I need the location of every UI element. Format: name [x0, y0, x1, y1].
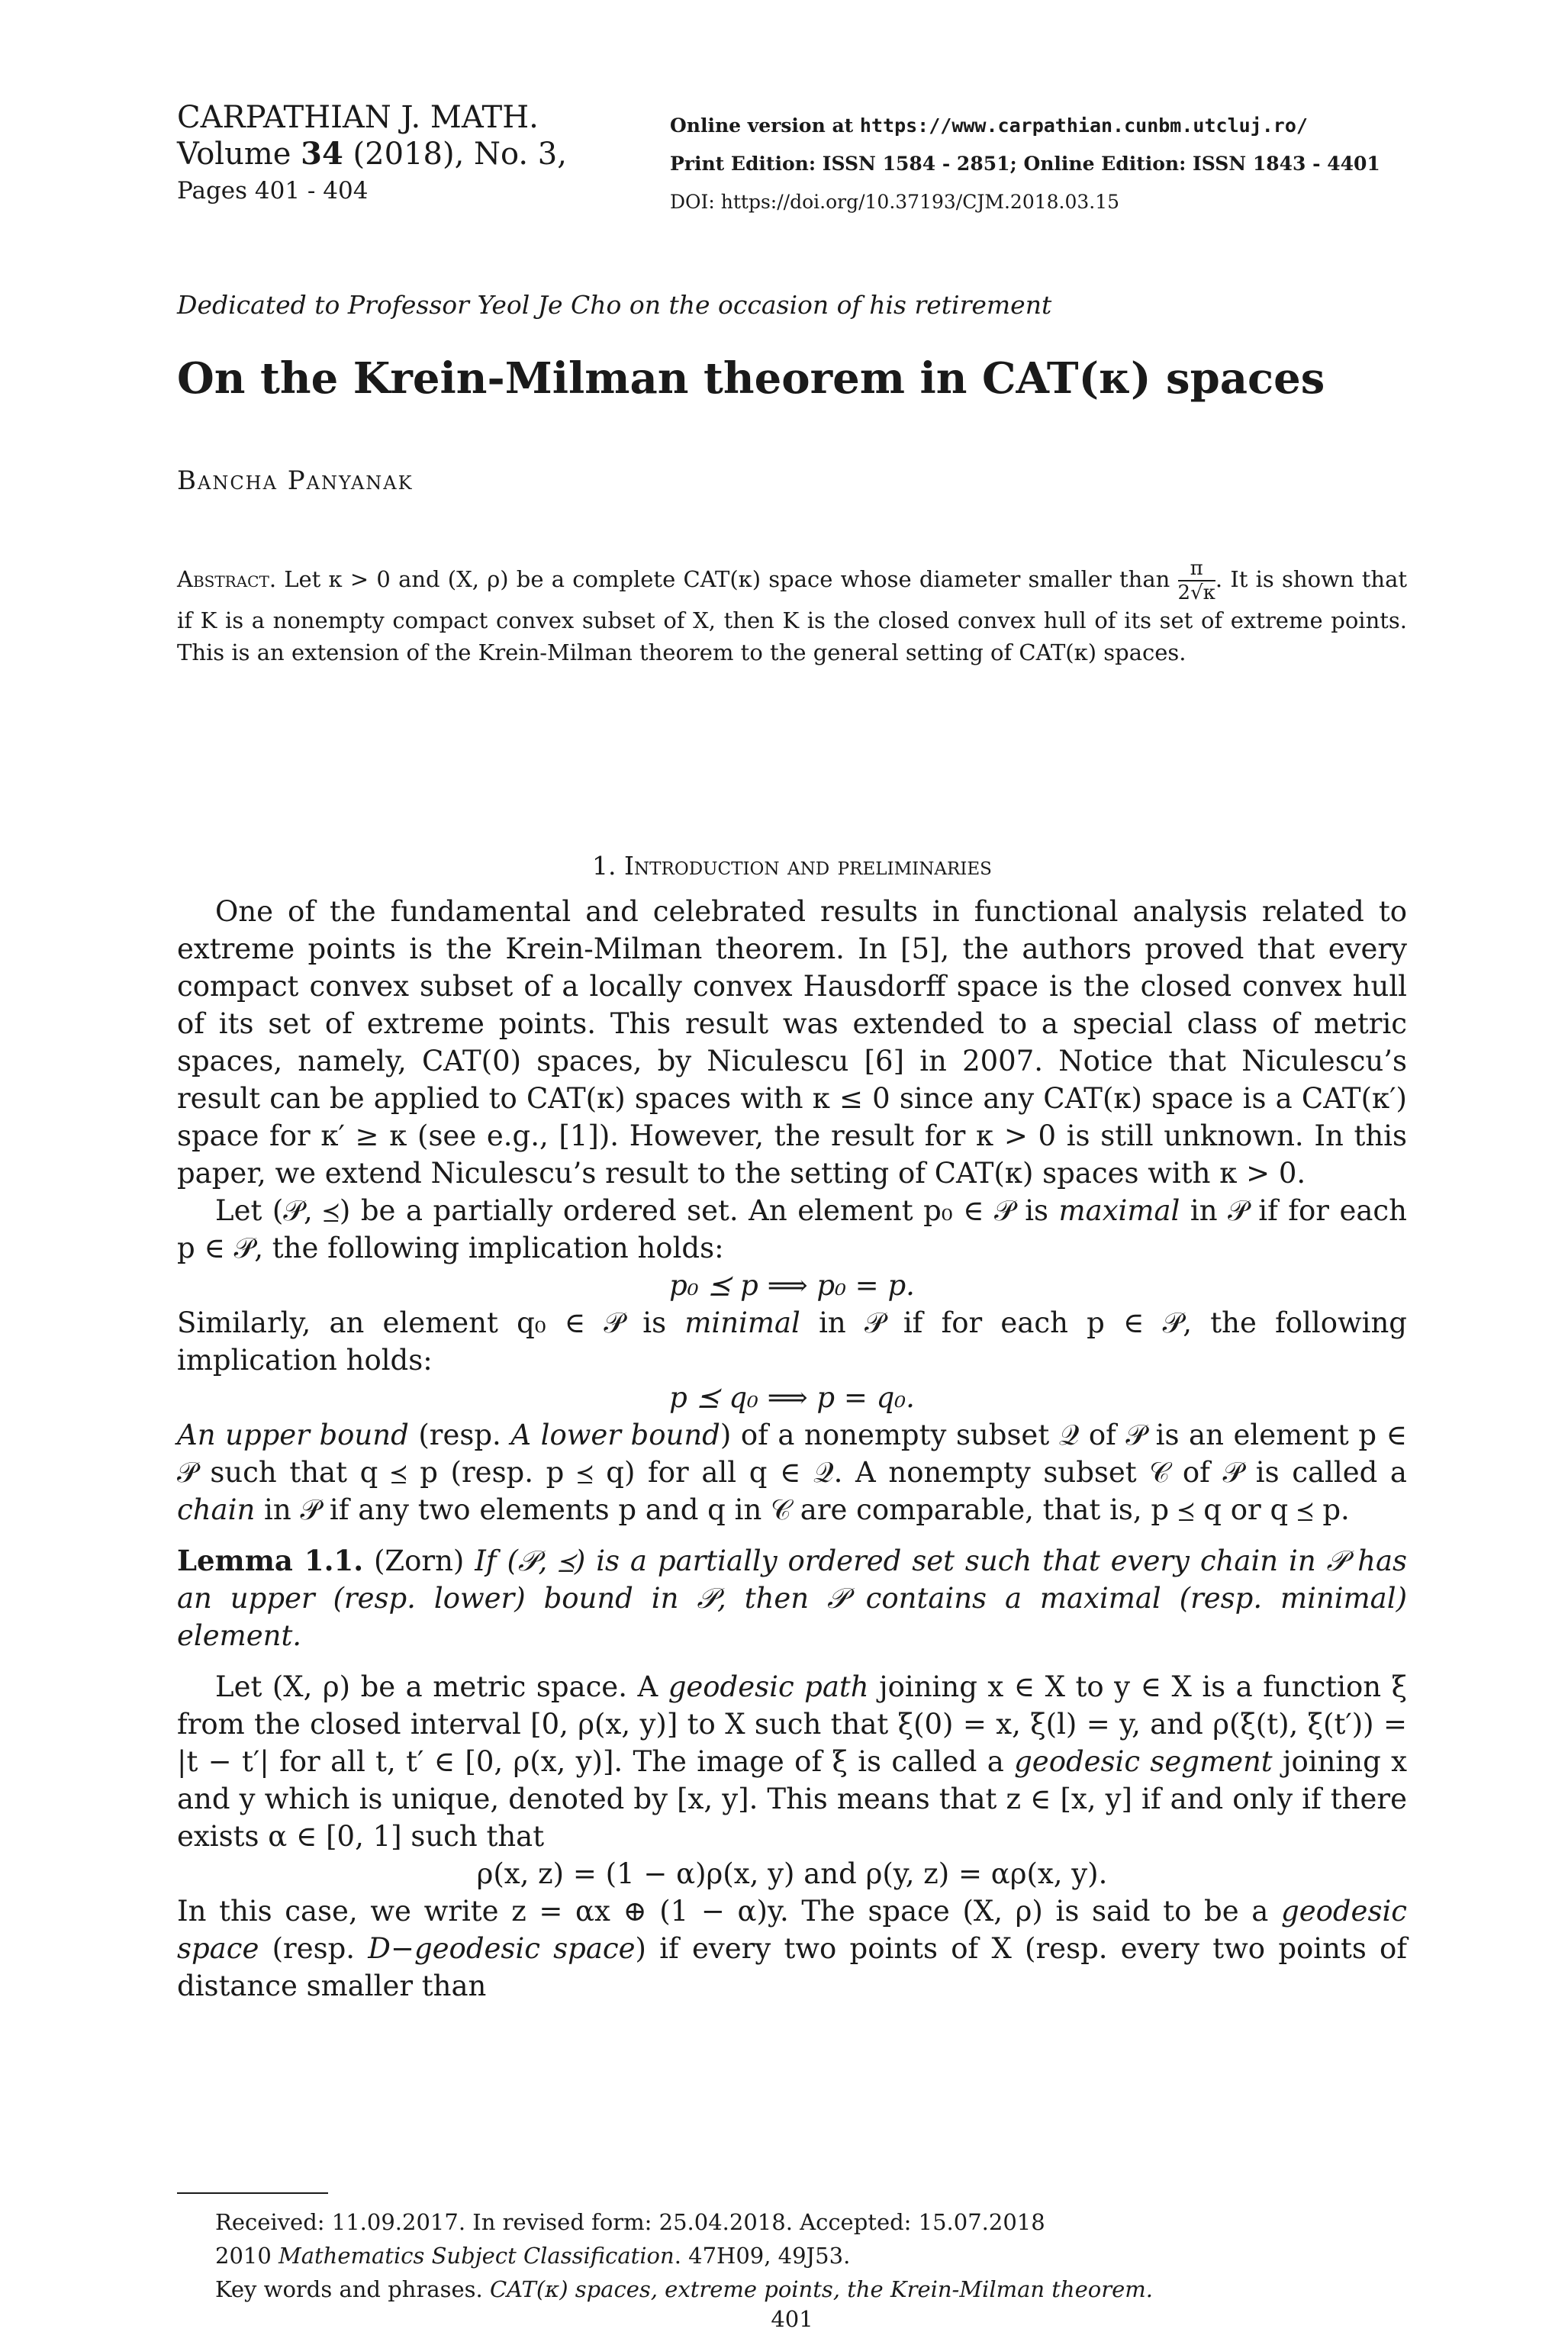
doi-line[interactable]: DOI: https://doi.org/10.37193/CJM.2018.03.15	[670, 191, 1120, 213]
paragraph-geodesic: Let (X, ρ) be a metric space. A geodesic path joining x ∈ X to y ∈ X is a function ξ from the closed interval [0, ρ(x, y)] to X such that ξ(0) = x, ξ(l) = y, and ρ(ξ(t), ξ(t′)) = |t − t′| for all t, t′ ∈ [0, ρ(x, y)]. The image of ξ is called a geodesic segment joining x and y which is unique, denoted by [x, y]. This means that z ∈ [x, y] if and only if there exists α ∈ [0, 1] such that	[177, 1670, 1407, 1853]
section-heading: 1. Introduction and preliminaries	[592, 851, 992, 881]
footnotes	[215, 2205, 1153, 2306]
paragraph-intro: One of the fundamental and celebrated results in functional analysis related to extreme points is the Krein-Milman theorem. In [5], the authors proved that every compact convex subset of a locally convex Hausdorff space is the closed convex hull of its set of extreme points. This result was extended to a special class of metric spaces, namely, CAT(0) spaces, by Niculescu [6] in 2007. Notice that Niculescu’s result can be applied to CAT(κ) spaces with κ ≤ 0 since any CAT(κ) space is a CAT(κ′) space for κ′ ≥ κ (see e.g., [1]). However, the result for κ > 0 is still unknown. In this paper, we extend Niculescu’s result to the setting of CAT(κ) spaces with κ > 0.	[177, 895, 1407, 1190]
abstract-label: Abstract.	[177, 566, 277, 592]
online-version: Online version at https://www.carpathian.cunbm.utcluj.ro/	[670, 114, 1308, 137]
page-number: 401	[771, 2306, 813, 2332]
footnote-divider	[177, 2192, 328, 2194]
body-text	[177, 893, 1407, 2005]
journal-info	[177, 99, 567, 209]
author-name: Bancha Panyanak	[177, 465, 414, 496]
equation-minimal: p ⪯ q₀ ⟹ p = q₀.	[669, 1381, 915, 1414]
paragraph-maximal: Let (𝒫, ⪯) be a partially ordered set. An element p₀ ∈ 𝒫 is maximal in 𝒫 if for each p ∈ 𝒫, the following implication holds:	[177, 1194, 1407, 1264]
equation-geodesic: ρ(x, z) = (1 − α)ρ(x, y) and ρ(y, z) = αρ(x, y).	[476, 1857, 1108, 1890]
keywords: Key words and phrases. CAT(κ) spaces, extreme points, the Krein-Milman theorem.	[215, 2276, 1153, 2302]
journal-url-link[interactable]: https://www.carpathian.cunbm.utcluj.ro/	[859, 114, 1308, 137]
equation-maximal: p₀ ⪯ p ⟹ p₀ = p.	[669, 1269, 915, 1302]
lemma-zorn: Lemma 1.1. (Zorn) If (𝒫, ⪯) is a partially ordered set such that every chain in 𝒫 has an upper (resp. lower) bound in 𝒫, then 𝒫 contains a maximal (resp. minimal) element.	[177, 1544, 1407, 1652]
issn-line: Print Edition: ISSN 1584 - 2851; Online Edition: ISSN 1843 - 4401	[670, 153, 1380, 175]
paragraph-bounds: An upper bound (resp. A lower bound) of a nonempty subset 𝒬 of 𝒫 is an element p ∈ 𝒫 such that q ⪯ p (resp. p ⪯ q) for all q ∈ 𝒬. A nonempty subset 𝒞 of 𝒫 is called a chain in 𝒫 if any two elements p and q in 𝒞 are comparable, that is, p ⪯ q or q ⪯ p.	[177, 1419, 1407, 1526]
journal-name: CARPATHIAN J. MATH.	[177, 100, 539, 135]
abstract-fraction: $\frac{\pi}{2√\kappa}$	[1177, 557, 1215, 604]
journal-pages: Pages 401 - 404	[177, 177, 369, 205]
paper-page	[177, 99, 1408, 2332]
paper-title: On the Krein-Milman theorem in CAT(κ) spaces	[177, 353, 1325, 404]
journal-volume: Volume 34 (2018), No. 3,	[177, 136, 567, 172]
publication-info	[670, 107, 1380, 221]
dedication: Dedicated to Professor Yeol Je Cho on the occasion of his retirement	[177, 290, 1052, 320]
journal-header	[177, 99, 1407, 221]
paragraph-minimal: Similarly, an element q₀ ∈ 𝒫 is minimal in 𝒫 if for each p ∈ 𝒫, the following implication holds:	[177, 1306, 1407, 1377]
received-dates: Received: 11.09.2017. In revised form: 25.04.2018. Accepted: 15.07.2018	[215, 2209, 1045, 2235]
abstract: Abstract. Let κ > 0 and (X, ρ) be a complete CAT(κ) space whose diameter smaller than $\frac{\pi}{2√\kappa}$ . It is shown that if K is a nonempty compact convex subset of X, then K is the closed convex hull of its set of extreme points. This is an extension of the Krein-Milman theorem to the general setting of CAT(κ) spaces.	[177, 557, 1408, 665]
paragraph-geodesic-space: In this case, we write z = αx ⊕ (1 − α)y. The space (X, ρ) is said to be a geodesic space (resp. D−geodesic space) if every two points of X (resp. every two points of distance smaller than	[177, 1895, 1408, 2002]
msc-classification: 2010 Mathematics Subject Classification. 47H09, 49J53.	[215, 2243, 851, 2269]
